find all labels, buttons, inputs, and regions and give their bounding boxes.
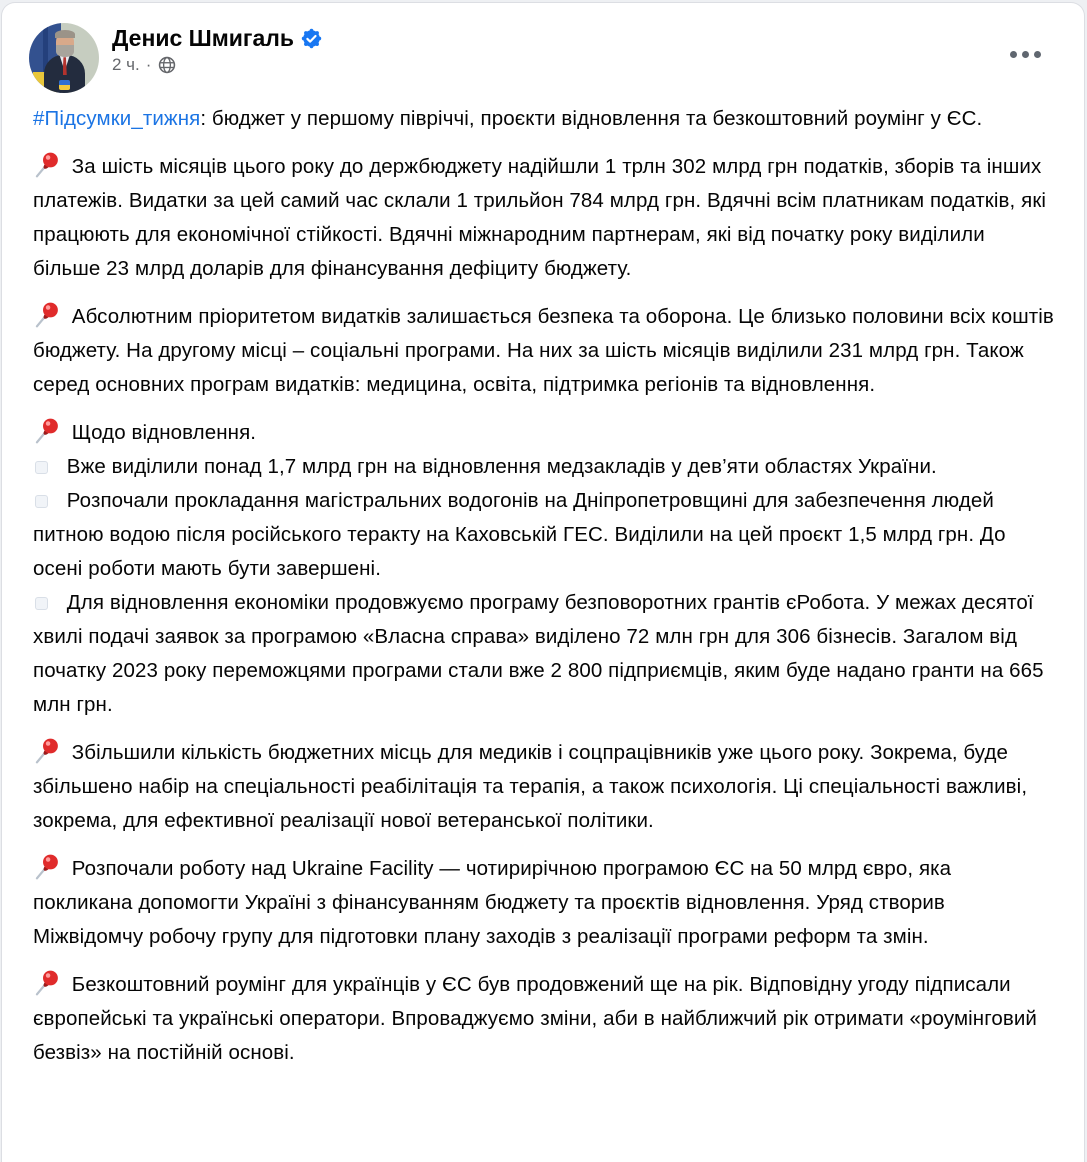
post-text: [2, 93, 1084, 1070]
post-paragraph: Розпочали прокладання магістральних водогонів на Дніпропетровщині для забезпечення людей питною водою після російського теракту на Каховській ГЕС. Виділили на цей проєкт 1,5 млрд грн. До осені роботи мають бути завершені.: [33, 489, 1006, 580]
meta-separator: ·: [145, 55, 152, 74]
post-paragraph: За шість місяців цього року до держбюджету надійшли 1 трлн 302 млрд грн податків, зборів та інших платежів. Видатки за цей самий час склали 1 трильйон 784 млрд грн. Вдячні всім платникам податків, які працюють для економічної стійкості. Вдячні міжнародним партнерам, які від початку року виділили більше 23 млрд доларів для фінансування дефіциту бюджету.: [33, 150, 1054, 286]
post-paragraph: Розпочали роботу над Ukraine Facility — чотирирічною програмою ЄС на 50 млрд євро, яка покликана допомогти Україні з фінансуванням бюджету та проєктів відновлення. Уряд створив Міжвідомчу робочу групу для підготовки плану заходів з реалізації програми реформ та змін.: [33, 852, 1054, 954]
avatar[interactable]: [29, 23, 99, 93]
timestamp[interactable]: 2 ч.: [112, 55, 140, 74]
pushpin-icon: [33, 301, 60, 328]
small-square-bullet-icon: [35, 495, 48, 508]
post-paragraph: Вже виділили понад 1,7 млрд грн на відновлення медзакладів у дев’яти областях України.: [33, 450, 1054, 484]
pushpin-icon: [33, 737, 60, 764]
author-name[interactable]: Денис Шмигаль: [112, 25, 295, 51]
hashtag-link[interactable]: #Підсумки_тижня: [33, 107, 201, 130]
post-paragraph: Щодо відновлення.: [33, 416, 1054, 450]
globe-public-icon: [158, 56, 176, 74]
small-square-bullet-icon: [35, 461, 48, 474]
post-paragraph: #Підсумки_тижня: бюджет у першому півріччі, проєкти відновлення та безкоштовний роумінг у ЄС.: [33, 107, 983, 130]
small-square-bullet-icon: [35, 597, 48, 610]
post-meta: [112, 55, 322, 75]
pushpin-icon: [33, 417, 60, 444]
more-options-icon: [1010, 51, 1017, 58]
facebook-post-card: [1, 2, 1085, 1162]
post-paragraph: Для відновлення економіки продовжуємо програму безповоротних грантів єРобота. У межах десятої хвилі подачі заявок за програмою «Власна справа» виділено 72 млн грн для 306 бізнесів. Загалом від початку 2023 року переможцями програми стали вже 2 800 підприємців, яким буде надано гранти на 665 млн грн.: [33, 591, 1044, 716]
post-paragraph: Абсолютним пріоритетом видатків залишається безпека та оборона. Це близько половини всіх коштів бюджету. На другому місці – соціальні програми. На них за шість місяців виділили 231 млрд грн. Також серед основних програм видатків: медицина, освіта, підтримка регіонів та відновлення.: [33, 300, 1054, 402]
post-header: [2, 3, 1084, 93]
post-paragraph: Безкоштовний роумінг для українців у ЄС був продовжений ще на рік. Відповідну угоду підписали європейські та українські оператори. Впроваджуємо зміни, аби в найближчий рік отримати «роумінговий безвіз» на постійній основі.: [33, 968, 1054, 1070]
post-menu-button[interactable]: [996, 37, 1054, 71]
pushpin-icon: [33, 151, 60, 178]
author-block: [112, 23, 322, 75]
verified-badge-icon: [301, 28, 322, 49]
post-paragraph: Збільшили кількість бюджетних місць для медиків і соцпрацівників уже цього року. Зокрема, буде збільшено набір на спеціальності реабілітація та терапія, а також психологія. Ці спеціальності важливі, зокрема, для ефективної реалізації нової ветеранської політики.: [33, 736, 1054, 838]
pushpin-icon: [33, 853, 60, 880]
pushpin-icon: [33, 969, 60, 996]
